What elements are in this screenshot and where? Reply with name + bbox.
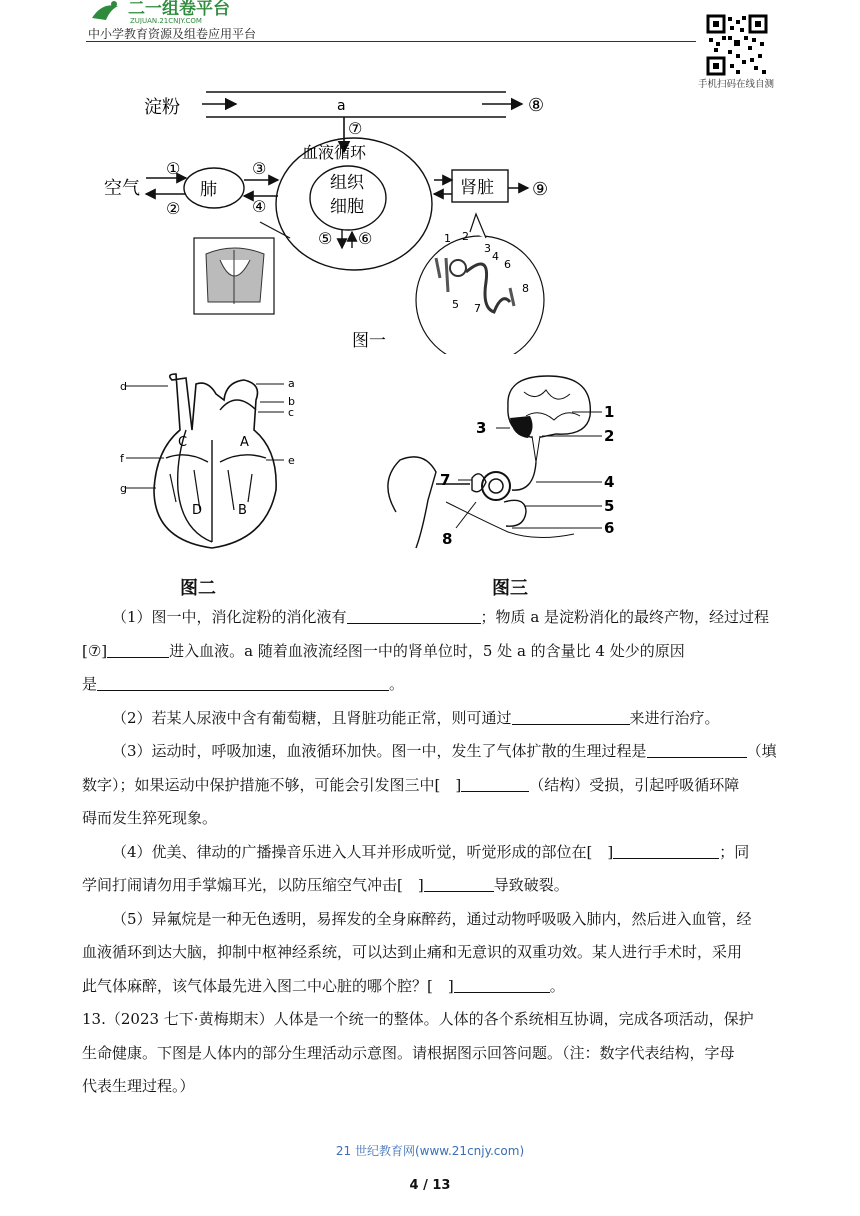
qr-caption: 手机扫码在线自测 bbox=[698, 79, 775, 90]
question-2: （2）若某人尿液中含有葡萄糖，且肾脏功能正常，则可通过 来进行治疗。 bbox=[112, 708, 720, 727]
answer-blank[interactable] bbox=[107, 641, 169, 658]
qr-code-icon bbox=[706, 14, 768, 76]
figure-1-caption: 图一 bbox=[352, 331, 386, 351]
svg-text:4: 4 bbox=[604, 473, 615, 491]
svg-text:b: b bbox=[288, 395, 295, 408]
svg-text:8: 8 bbox=[442, 530, 453, 548]
label-lung: 肺 bbox=[200, 180, 217, 200]
answer-blank[interactable] bbox=[613, 842, 719, 859]
question-5-line-3: 此气体麻醉，该气体最先进入图二中心脏的哪个腔？[ ] 。 bbox=[82, 976, 565, 995]
svg-text:ZUJUAN.21CNJY.COM: ZUJUAN.21CNJY.COM bbox=[130, 17, 202, 24]
page-number: 4 / 13 bbox=[409, 1178, 451, 1193]
svg-text:a: a bbox=[288, 377, 295, 390]
svg-text:A: A bbox=[240, 435, 249, 450]
answer-blank[interactable] bbox=[424, 875, 494, 892]
label-starch: 淀粉 bbox=[144, 97, 180, 118]
label-blood-circulation: 血液循环 bbox=[302, 143, 367, 162]
label-3: ③ bbox=[252, 159, 267, 178]
answer-blank[interactable] bbox=[347, 607, 481, 624]
svg-text:二一组卷平台: 二一组卷平台 bbox=[128, 0, 230, 19]
label-a: a bbox=[337, 98, 346, 114]
svg-text:g: g bbox=[120, 482, 127, 495]
label-8: ⑧ bbox=[528, 95, 545, 116]
svg-text:7: 7 bbox=[474, 302, 481, 315]
figure-3-caption: 图三 bbox=[492, 578, 528, 599]
svg-text:c: c bbox=[288, 406, 295, 419]
svg-text:C: C bbox=[178, 435, 188, 450]
label-tissue: 组织 bbox=[330, 173, 364, 193]
figure-1-diagram bbox=[90, 82, 570, 354]
svg-text:e: e bbox=[288, 454, 295, 467]
label-2: ② bbox=[166, 199, 181, 218]
label-7: ⑦ bbox=[348, 119, 363, 138]
svg-text:5: 5 bbox=[452, 298, 459, 311]
svg-text:3: 3 bbox=[476, 419, 487, 437]
svg-text:2: 2 bbox=[604, 427, 615, 445]
question-3-line-3: 碍而发生猝死现象。 bbox=[82, 809, 218, 827]
answer-blank[interactable] bbox=[461, 775, 529, 792]
question-13-line-1: 13.（2023 七下·黄梅期末）人体是一个统一的整体。人体的各个系统相互协调，完成各项活动，保护 bbox=[82, 1010, 754, 1028]
question-3-line-2: 数字）；如果运动中保护措施不够，可能会引发图三中[ ] （结构）受损，引起呼吸循环障 bbox=[82, 775, 740, 794]
svg-text:8: 8 bbox=[522, 282, 529, 295]
answer-blank[interactable] bbox=[97, 674, 389, 691]
footer-site-link[interactable]: 21 世纪教育网(www.21cnjy.com) bbox=[335, 1144, 525, 1158]
answer-blank[interactable] bbox=[512, 708, 630, 725]
platform-logo bbox=[88, 0, 278, 24]
svg-text:B: B bbox=[238, 503, 247, 518]
label-air: 空气 bbox=[104, 178, 140, 199]
label-1: ① bbox=[166, 159, 181, 178]
label-4: ④ bbox=[252, 197, 267, 216]
label-cell: 细胞 bbox=[330, 197, 364, 217]
question-1-line-2: [⑦] 进入血液。a 随着血液流经图一中的肾单位时，5 处 a 的含量比 4 处少的原因 bbox=[82, 641, 685, 660]
label-kidney: 肾脏 bbox=[460, 178, 494, 198]
figure-2-caption: 图二 bbox=[180, 578, 216, 599]
question-13-line-3: 代表生理过程。） bbox=[82, 1077, 195, 1095]
question-5-line-1: （5）异氟烷是一种无色透明，易挥发的全身麻醉药，通过动物呼吸吸入肺内，然后进入血管，经 bbox=[112, 909, 752, 928]
svg-text:6: 6 bbox=[504, 258, 511, 271]
svg-text:1: 1 bbox=[604, 403, 615, 421]
question-1-line-1: （1）图一中，消化淀粉的消化液有 ；物质 a 是淀粉消化的最终产物，经过过程 bbox=[112, 608, 770, 626]
svg-text:7: 7 bbox=[440, 471, 451, 489]
svg-text:f: f bbox=[120, 452, 124, 465]
label-6: ⑥ bbox=[358, 229, 373, 248]
label-9: ⑨ bbox=[532, 179, 549, 200]
header-divider bbox=[86, 41, 696, 42]
question-5-line-2: 血液循环到达大脑，抑制中枢神经系统，可以达到止痛和无意识的双重功效。某人进行手术时，采用 bbox=[82, 943, 743, 961]
question-3-line-1: （3）运动时，呼吸加速，血液循环加快。图一中，发生了气体扩散的生理过程是 （填 bbox=[112, 742, 777, 760]
figure-3-brain-ear-diagram bbox=[376, 372, 626, 556]
svg-text:6: 6 bbox=[604, 519, 615, 537]
svg-text:d: d bbox=[120, 380, 127, 393]
svg-text:3: 3 bbox=[484, 242, 491, 255]
svg-text:2: 2 bbox=[462, 230, 469, 243]
svg-text:4: 4 bbox=[492, 250, 499, 263]
figure-2-heart-diagram bbox=[116, 370, 306, 556]
answer-blank[interactable] bbox=[454, 976, 550, 993]
platform-subtitle: 中小学教育资源及组卷应用平台 bbox=[88, 27, 257, 41]
answer-blank[interactable] bbox=[647, 741, 747, 758]
svg-text:5: 5 bbox=[604, 497, 615, 515]
question-1-line-3: 是 。 bbox=[82, 675, 405, 693]
question-4-line-1: （4）优美、律动的广播操音乐进入人耳并形成听觉，听觉形成的部位在[ ] ；同 bbox=[112, 842, 750, 861]
svg-text:D: D bbox=[192, 503, 203, 518]
question-13-line-2: 生命健康。下图是人体内的部分生理活动示意图。请根据图示回答问题。（注：数字代表结构，字母 bbox=[82, 1043, 735, 1062]
question-4-line-2: 学间打闹请勿用手掌煽耳光，以防压缩空气冲击[ ] 导致破裂。 bbox=[82, 876, 569, 894]
svg-text:1: 1 bbox=[444, 232, 451, 245]
question-block bbox=[82, 601, 782, 1104]
label-5: ⑤ bbox=[318, 229, 333, 248]
